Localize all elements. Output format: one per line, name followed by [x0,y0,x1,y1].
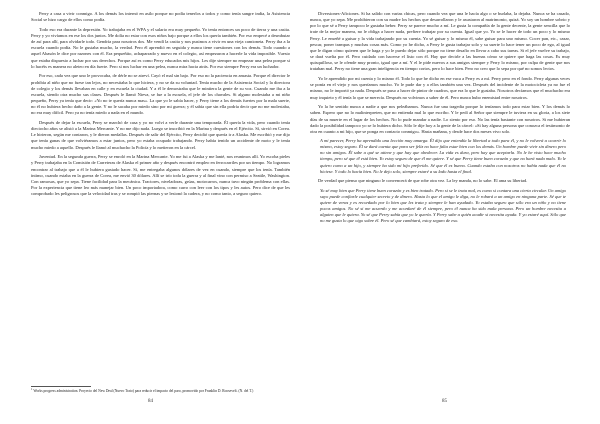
body-paragraph: Juventud. En la segunda guerra, Perry se enroló en la Marina Mercante. Yo me fui a Alaska y me lanté, nos reunimos allí. Yo escoba pieles y Perry trabajaba en la Comisión de Carreteras de Alaska el primer año y después encontró empleo en ferrocarriles por un tiempo. No logramos encontrar al trabajo que a él le hubiera gustado hacer. Sí, me entregaba algunos dólares de vez en cuando, siempre que los tenía. También íntimo, cuando estaba en la guerra de Corea, me envió 30 dólares. Allí se trío toda la guerra y al final vino con permiso a Seattle, Washington. Con ramosas, que yo sepa. Tiene facilidad para la mecánica. Tractores, niveladoras, grúas, motocarros, nunca tuvo ningún problema con ellas. Por la experiencia que tiene leo más manejar bien. Un poco importadora, como carro con leer con los tipos y les autos. Pero dice de que les comprobado les peligrosos que la velocidad tras y se rompió las piernas y se lesionó la cadera, y no como tanto, a seguro quiero. [31,154,290,197]
footnote-text: Works progress administration. Proyecto del New Deal (Nuevo Trato) para reducir el impacto del paro, promovido por Franklin D. Roosevelt. (N. del T.) [33,389,254,394]
body-paragraph: Todo eso era durante la depresión. Yo trabajaba en el WPA y el salario era muy pequeño. Yo tenía entonces un poco de tierra y una casita. Perry y yo vivíamos en ese los dos juntos. Me dolía no estar con esos niños bajo porque a ellos los quería también. Por eso empecé a desmbutar de así para allí, para olvidarle todo. Gendría para nosotros dos. Me vendí la casita y nos pusimos a vivir en una vieja camioneta. Perry iba a la escuela cuando podía. No le gustaba mucho, la verdad. Pero él aprendió en seguida y nunca tiene cuestiones con los demás. Todo cuando a aquel Abasón le dice por razones con él. Era pequeñito, achaparrado y nuevo en el colegio, así empezaron a hacerle la vida imposible. Vuesto que estaba dispuesto a luchar por sus derechos. Porque así es como Perry educados mis hijos. Les dije siempre no empezar una pelea porque si lo hacéis es manera no aleteo en día fuerte. Pero si nos luchar en una pelea, nunca mira hacia atrás. Por eso siempre Perry era un luchador. [31,26,290,69]
body-paragraph: Yo sé muy bien que Perry tiene buen corazón y es bien tratado. Pero si se le trata mal, es como si contara una cierta circular. Un amigo suyo puede confiarle cualquier secreto y de dinero. Hasta lo que el amigo le diga, no le robará a un amigo en ninguna parte. Sé que te quiere de veras y es recordado por lo bien que les trata y siempre le han ayudado. Yo estaba seguro que sólo era un niño y no tiene pocos amigos. No sé si me acuerdo y me acordaré de él siempre, pero él nunca ha sido mala persona. Pero un hombre necesita a alguien que le quiera. Yo sé que Perry sabía que yo le quería. Y Perry sabe a quién acudir si necesita ayuda. Y yo estaré aquí. Sólo que no me gusta lo que oigo sobre él. Pero sé que cambiará, estoy seguro de eso. [320,187,566,224]
right-page [300,0,600,424]
page-number-right: 85 [442,399,447,404]
page-number-left: 84 [148,399,153,404]
body-paragraph: Yo le aprendido por mi cuenta y lo mismo él. Todo lo que he dicho en ese vaca a Perry es a mí. Perry pero en el fondo. Perry algunas veces se ponía en el viejo y nos queríamos mucho. Yo le pude dar y a ellos también una vez. Después del incidente de la motocicleta ya no fue el mismo, no le importó ya nada. Después se puso a hacer de pintor de cuadros, que era lo que le gustaba. Nosotros decíamos que el muchacho era muy inquieto y él tenía lo que se merecía. Después no volvimos a saber de él. Pero nunca hubo enemistad entre nosotros. [310,76,570,100]
footnote-divider [31,386,91,387]
right-page-body [310,11,570,225]
body-paragraph: Por eso, cada vez que uno le provocaba, de dérle no se atreví. Cayó el mal sin bajo. Por eso no la paciencia en amasta. Porque el director le prohibía al niño que no fuese tan lejos, no necesitaba lo que hiciera, y no se da su voluntad. Tenía mucho de la Asistencia Social y la directora de colegio y los demás llevaban en calle y en escuela la ciudad. Y a él le demostraba que le mintiera la gente de su voz. Cuando me iba a la escuela, siendo otra mucho sus clases. Después le llamó Nieva, se fue a la escuela, el jefe de los chavales. Si alguno molestaba a mi niño pequeño, Perry ya tenía que decir: «Yo no te quería nunca mas». La que yo le sabía hacer, y Perry tiene a los demás fuertes por la mala suerte, no él no hubiera hecho daño a la gente. Y no le sacaba por miedo sino por mi guerra; y él sabía que sin ella podría decir que no me molestaba, no era muy difícil. Pero ya no tenía miedo a nada en el mundo. [31,73,290,116]
body-paragraph: Perry a casa a vivir conmigo. A los demás los internó en asilo porque no podía tenerlos a todos y como tenía sangre india, la Asistencia Social se hizo cargo de ellos como podía. [31,11,290,23]
body-paragraph: Diversiones-Aficiones. Si ha salido con varias chicas, pero cuando vea que una le hacía algo o se burlaba, la dejaba. Nunca se ha casado, nunca, que yo sepa. Me prohibieron con su madre los hechos que desarrollaron y le asustaron al matrimonio, quizá. Yo soy un hombre sobrio y por lo que sé a Perry tampoco le gustaba beber. Perry se parece mucho a mí. Le gusta la compañía de la gente decente, la gente sencilla que lo trate de la mejor manera, no le obliga a hacer nada, prefiere trabajar por su cuenta. Igual que yo. Yo se le hacer de todo un poco y lo mismo Perry. Le enseñé a guisar y la vida trabajando por su cuenta. Yo sé guisar y lo mismo él, sabe guisar para uno mismo. Cocer pan, etc., cazar, pescar, poner trampas y muchas cosas más. Como yo he dicho, a Perry le gusta trabajar solo y su suerte lo hace tener un poco de ego, al igual que le digan cómo quieren que le haga y yo le puedo dejar sólo porque no tiene desafío en llevar a cabo sus tareas. Si el jefe vuelve su trabajo, se dará vuelta por él. Pero cuidado con hacerse el listo con él. Hay que decirle a las buenas cómo se quiere que haga las cosas. Es muy quisquilloso, se le ofende muy pronto, igual que a mí. Y el le pide nuevos a sus amigos siempre y Perry lo mismo, por culpa de gente que nos trataban mal. Perry no tiene una gran inteligencia en tiempo cortos, pero lo hace bien. Pero no creo que lo sepa por qué no somos lectos. [310,11,570,72]
body-paragraph: Después de dejar la escuela, Perry se marchó de casa y yo no volví a verle durante una temporada. Él quería la vida, pero cuando tenía dieciocho años se alistó a la Marina Mercante. Y no me dijo nada. Luego se inscribió en la Marina y después en el Ejército. Sí, sirvió en Corea. Le hirieron, según me contaron, y le dieron medallas. Después de salir del Ejército, Perry decidió que quería ir a Alaska. Me escribió y me dijo que tenía ganas de que volviéramos a estar juntos, pero yo estaba ocupado trabajando. Perry había tenido un accidente de moto y le tenía mucho miedo a aquello. Después le llamó al muchacho la Policía y lo metieron en la cárcel. [31,120,290,150]
body-paragraph: Yo la he sentido nunca a nadie a que nos peleábamos. Nunca fue una tragedia porque lo teníamos todo para estar bien. Y los demás lo saben. Espero que no lo malinterpreten, que no entienda mal lo que escribo. Y le pedí al Señor que siempre le tuviera en su gloria, a los siete días de su muerte en el lugar de los hechos. No lo pude mandar a nadie. Lo siento por eso. No las tenía bastante con nosotros. Si me hubieran dado la posibilidad tampoco yo se lo hubiera dicho. Sólo le dije hoy a la gente de la cárcel: «Si hay alguna persona que conozca el testimonio de otra en cuanto a mi hijo, que se ponga en contacto conmigo». Hasta mañana, y desde hace dos meses vivo solo. [310,104,570,134]
body-paragraph: De verdad que pienso que ninguno le convencerá de que robe otra vez. La ley manda, no lo sabe. El ama su libertad. [318,178,528,184]
footnote-marker: 1 [31,387,33,391]
left-page-body [31,11,290,197]
body-paragraph: A mi parecer, Perry ha aprendido una lección muy amarga. Él dijo que entendía la libertad a todo para él, y no le volverá a ocurrir lo mismo, estoy seguro. Él se dará cuenta que para ser feliz no hace falta estar bien con los demás. Un hombre puede vivir sin dinero pero no sin amigos. Él sabe a qué se atiene y que hay que obedecer. La vida es dura, pero hay que aceptarla. No le he visto hace mucho tiempo, pero sé que él está bien. Yo estoy seguro de que él me quiere. Y sé que Perry tiene buen corazón y que no hará nada malo. Yo le quiero como a un hijo, y siempre ha sido mi hijo preferido. Sé que él es bueno. Cuando estaba con nosotros no había nada que él no hiciese. Y todo lo hacía bien. No le dejo solo, siempre estaré a su lado hasta el final. [320,137,566,174]
footnote [31,389,289,394]
